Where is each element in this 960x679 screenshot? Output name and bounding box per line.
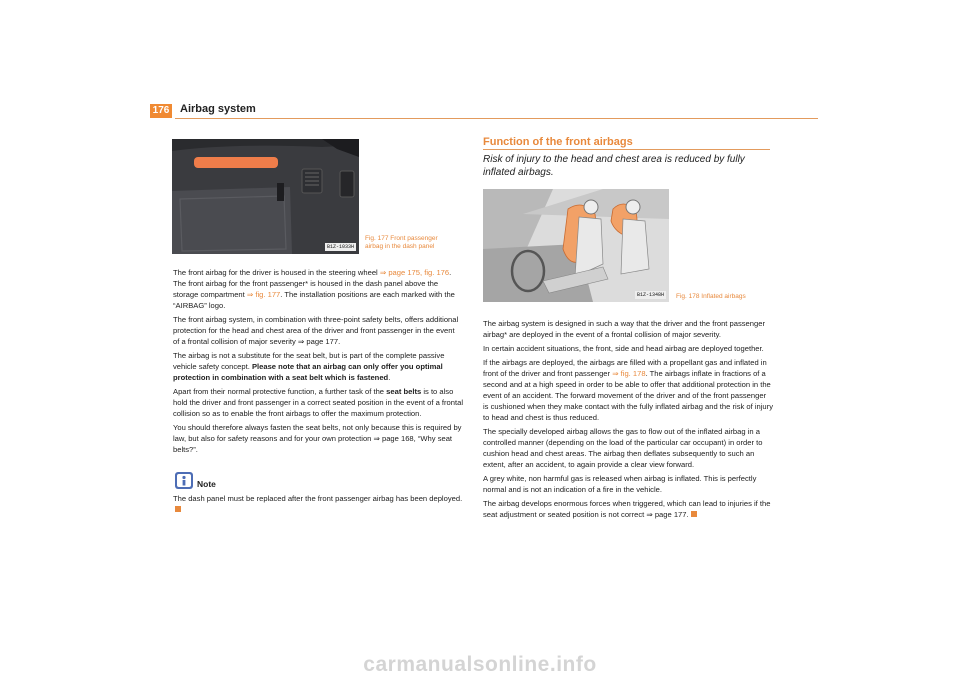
watermark: carmanualsonline.info [363,653,597,676]
figure-178-caption: Fig. 178 Inflated airbags [676,293,746,300]
left-column-text [173,267,463,458]
cross-reference-link[interactable]: ⇒ page 175, fig. 176 [379,268,450,277]
end-mark-icon [691,511,697,517]
note-label: Note [197,479,216,489]
cross-reference-link[interactable]: ⇒ fig. 177 [246,290,281,299]
paragraph: Apart from their normal protective function, a further task of the seat belts is to also hold the driver and front passenger in a correct seated position in the event of a frontal collision so as to enable the front airbags to offer the maximum protection. [173,387,464,418]
section-rule [483,149,770,150]
paragraph: The airbag system is designed in such a way that the driver and the front passenger airbag* are deployed in the event of a frontal collision of major severity. [483,319,765,339]
note-text: The dash panel must be replaced after the front passenger airbag has been deployed. [173,493,463,515]
paragraph: The front airbag system, in combination with three-point safety belts, offers additional protection for the head and chest area of the driver and front passenger in the event of a frontal collision of major severity ⇒ page 177. [173,315,459,346]
airbag-cover-highlight [194,157,278,168]
page-number: 176 [150,104,172,118]
section-subheading: Risk of injury to the head and chest area is reduced by fully inflated airbags. [483,154,745,178]
figure-178-image [483,189,669,302]
paragraph: In certain accident situations, the front, side and head airbag are deployed together. [483,344,764,353]
note-icon [175,472,193,489]
section-title: Function of the front airbags [483,136,633,148]
paragraph: The front airbag for the driver is housed in the steering wheel ⇒ page 175, fig. 176. The front airbag for the front passenger* is housed in the dash panel above the storage compartment ⇒ fig. 177. The installation positions are each marked with the “AIRBAG” logo. [173,268,455,310]
header-rule [175,118,818,119]
inflated-airbags-illustration [483,189,669,302]
page-title: Airbag system [180,103,256,115]
paragraph: The specially developed airbag allows the gas to flow out of the inflated airbag in a controlled manner (depending on the load of the particular car occupant) in order to cushion head and chest areas. The airbag then deflates subsequently to such an extent, after an accident, to again provide a clear view forward. [483,427,763,469]
end-mark-icon [175,506,181,512]
figure-177-caption: Fig. 177 Front passenger airbag in the dash panel [365,235,438,250]
paragraph: The airbag is not a substitute for the seat belt, but is part of the complete passive vehicle safety concept. Please note that an airbag can only offer you optimal protection in combination with a seat belt which is fastened. [173,351,445,382]
right-column-text [483,318,773,523]
dash-panel-illustration [172,139,359,254]
paragraph: The airbag develops enormous forces when triggered, which can lead to injuries if the seat adjustment or seated position is not correct ⇒ page 177. [483,499,771,519]
paragraph: A grey white, non harmful gas is released when airbag is inflated. This is perfectly normal and is not an indication of a fire in the vehicle. [483,474,757,494]
paragraph: If the airbags are deployed, the airbags are filled with a propellant gas and inflated in front of the driver and front passenger ⇒ fig. 178. The airbags inflate in fractions of a second and at a high speed in order to be able to offer that additional protection in the event of an accident. The forward movement of the driver and of the front passenger is cushioned when they make contact with the fully inflated airbag and the risk of injury to head and chest is thus reduced. [483,358,773,422]
figure-code: B1Z-1348H [636,292,664,298]
cross-reference-link[interactable]: ⇒ fig. 178 [612,369,646,378]
figure-177-image [172,139,359,254]
paragraph: You should therefore always fasten the seat belts, not only because this is required by law, but also for safety reasons and for your own protection ⇒ page 168, “Why seat belts?”. [173,423,462,454]
figure-code: B1Z-1033H [326,244,354,250]
